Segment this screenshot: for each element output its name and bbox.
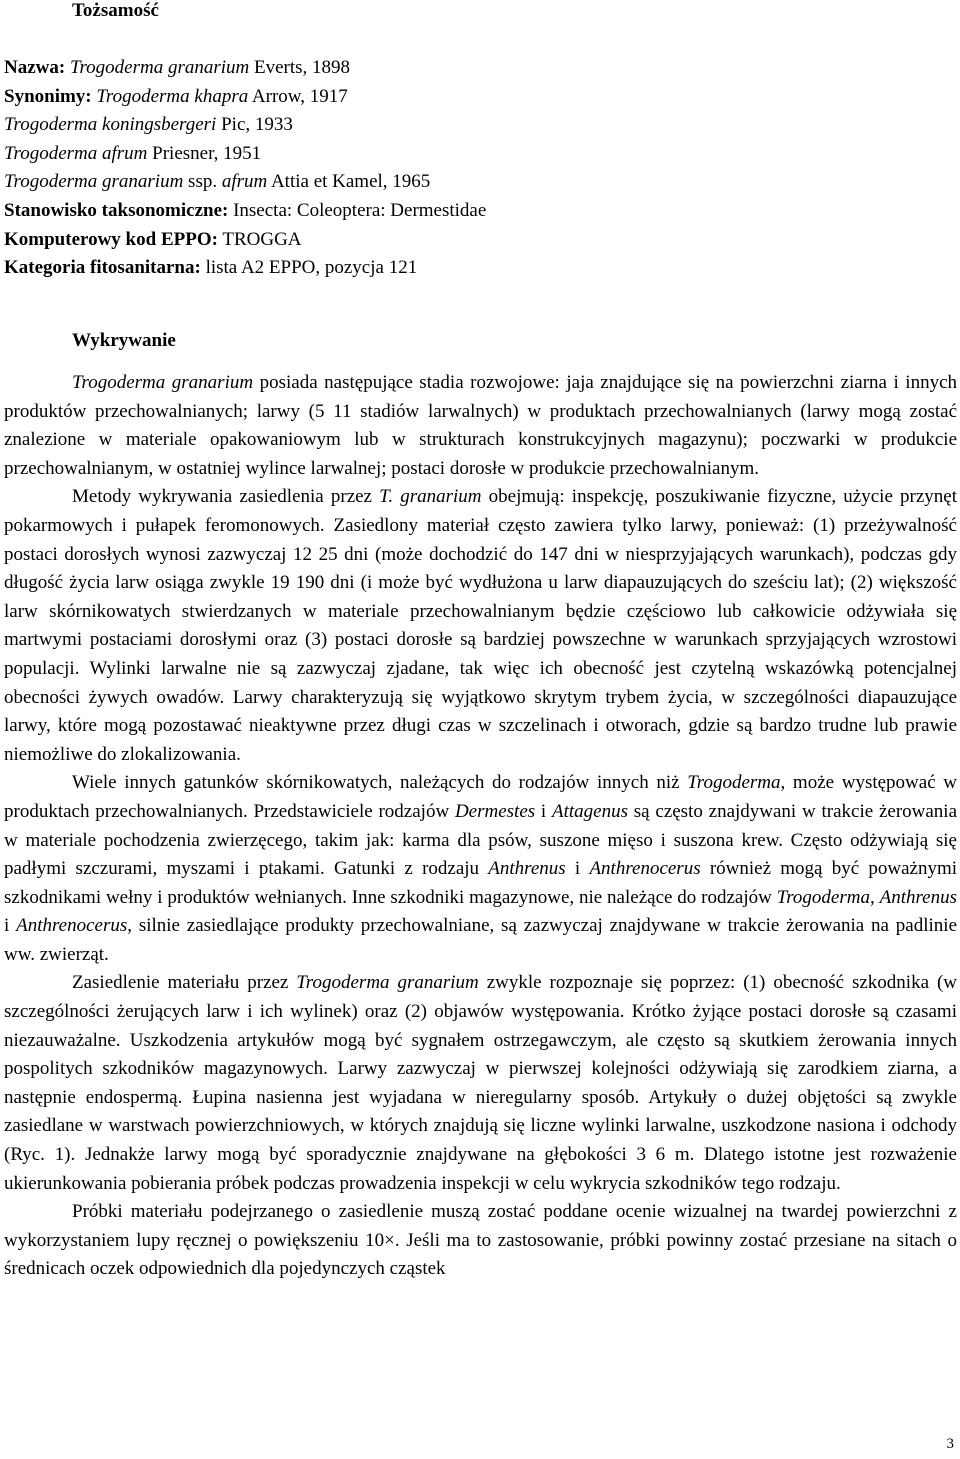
- paragraph-text: ,: [869, 886, 880, 908]
- synonym-subspecies: afrum: [221, 171, 268, 193]
- taxonomy-label: Stanowisko taksonomiczne:: [4, 199, 229, 221]
- page-number: 3: [946, 1436, 954, 1452]
- synonym-line: [4, 140, 486, 169]
- paragraph: [4, 969, 957, 1198]
- paragraph-text: są często znajdywani w trakcie żerowania w materiale pochodzenia zwierzęcego, takim jak: karma dla psów, suszone mięso i suszona krew. Często odżywiają się padłymi szczurami, myszami i ptakami. Gatunki z rodzaju: [4, 800, 958, 880]
- name-species: Trogoderma granarium: [69, 57, 250, 78]
- synonym-name: Trogoderma koningsbergeri: [4, 114, 217, 136]
- detection-body: [4, 369, 957, 1284]
- paragraph-text: obejmują: inspekcję, poszukiwanie fizyczne, użycie przynęt pokarmowych i pułapek feromonowych. Zasiedlony materiał często zawiera tylko larwy, ponieważ: (1) przeżywalność postaci dorosłych wynosi zazwyczaj 12 25 dni (może dochodzić do 147 dni w niesprzyjających warunkach), podczas gdy długość życia larw osiąga zwykle 19 190 dni (i może być wydłużona u larw diapauzujących do sześciu lat); (2) większość larw skórnikowatych stwierdzanych w materiale przechowalnianym będzie częściowo lub całkowicie odżywiała się martwymi postaciami dorosłymi oraz (3) postaci dorosłe są bardziej powszechne w warunkach sprzyjających wzrostowi populacji. Wylinki larwalne nie są zazwyczaj zjadane, tak więc ich obecność jest czytelną wskazówką potencjalnej obecności żywych owadów. Larwy charakteryzują się wyjątkowo skrytym trybem życia, w szczególności diapauzujące larwy, które mogą pozostawać nieaktywne przez długi czas w szczelinach i otworach, gdzie są bardzo trudne lub prawie niemożliwe do zlokalizowania.: [4, 486, 958, 765]
- synonym-name: Trogoderma afrum: [4, 142, 148, 164]
- synonym-line: [4, 111, 486, 140]
- italic-term: Trogoderma: [776, 886, 870, 908]
- eppo-code-label: Komputerowy kod EPPO:: [4, 228, 218, 250]
- synonym-author: Priesner, 1951: [147, 142, 262, 164]
- synonym-name: Trogoderma khapra: [96, 85, 249, 107]
- paragraph-text: i: [535, 800, 552, 822]
- paragraph-text: również mogą być poważnymi szkodnikami wełny i produktów wełnianych. Inne szkodniki magazynowe, nie należące do rodzajów: [4, 858, 957, 908]
- eppo-code-line: [4, 226, 486, 255]
- italic-term: Anthrenus: [879, 886, 958, 908]
- italic-term: Anthrenocerus: [589, 858, 701, 880]
- synonyms-label: Synonimy:: [4, 85, 92, 107]
- paragraph-text: Zasiedlenie materiału przez: [72, 972, 297, 994]
- italic-term: Attagenus: [552, 800, 628, 822]
- paragraph: [4, 769, 957, 969]
- paragraph-text: Wiele innych gatunków skórnikowatych, należących do rodzajów innych niż: [72, 772, 688, 794]
- name-line: [4, 54, 486, 83]
- paragraph: [4, 369, 957, 483]
- synonym-author: Pic, 1933: [216, 114, 293, 136]
- paragraph-text: Metody wykrywania zasiedlenia przez: [72, 486, 380, 508]
- italic-term: Trogoderma granarium: [296, 972, 479, 994]
- synonym-rank: ssp.: [183, 171, 222, 193]
- synonym-name: Trogoderma granarium: [4, 171, 184, 193]
- paragraph-text: , silnie zasiedlające produkty przechowalniane, są zazwyczaj znajdywane w trakcie żerowania na padlinie ww. zwierząt.: [4, 915, 957, 965]
- paragraph-text: zwykle rozpoznaje się poprzez: (1) obecność szkodnika (w szczególności żerujących larw i ich wylinek) oraz (2) objawów występowania. Krótko żyjące postaci dorosłe są czasami niezauważalne. Uszkodzenia artykułów mogą być sygnałem ostrzegawczym, ale często są skutkiem żerowania innych pospolitych szkodników magazynowych. Larwy zazwyczaj w pierwszej kolejności odżywiają się zarodkiem ziarna, a następnie endospermą. Łupina nasienna jest wyjadana w nieregularny sposób. Artykuły o dużej objętości są zwykle zasiedlane w warstwach powierzchniowych, w których znajdują się liczne wylinki larwalne, uszkodzone nasiona i odchody (Ryc. 1). Jednakże larwy mogą być sporadycznie znajdywane na głębokości 3 6 m. Dlatego istotne jest rozważenie ukierunkowania pobierania próbek podczas prowadzenia inspekcji w celu wykrycia szkodników tego rodzaju.: [4, 972, 958, 1194]
- category-label: Kategoria fitosanitarna:: [4, 257, 201, 279]
- synonym-line: [4, 83, 486, 112]
- italic-term: Dermestes: [454, 800, 536, 822]
- eppo-code-value: TROGGA: [217, 228, 302, 250]
- category-line: [4, 254, 486, 283]
- synonym-author: Attia et Kamel, 1965: [267, 171, 431, 193]
- paragraph-text: , może występować w produktach przechowalnianych. Przedstawiciele rodzajów: [4, 772, 958, 822]
- paragraph-text: posiada następujące stadia rozwojowe: jaja znajdujące się na powierzchni ziarna i innych produktów przechowalnianych; larwy (5 11 stadiów larwalnych) w produktach przechowalnianych (larwy mogą zostać znalezione w materiale opakowaniowym lub w strukturach konstrukcyjnych magazynu); poczwarki w produkcie przechowalnianym, w ostatniej wylince larwalnej; postaci dorosłe w produkcie przechowalnianym.: [4, 372, 958, 479]
- identity-block: [4, 54, 486, 283]
- paragraph-text: i: [565, 858, 590, 880]
- paragraph: [4, 1198, 957, 1284]
- italic-term: Trogoderma granarium: [72, 372, 254, 393]
- italic-term: Anthrenocerus: [16, 915, 128, 937]
- italic-term: Trogoderma: [687, 772, 781, 794]
- synonym-line: [4, 168, 486, 197]
- synonym-author: Arrow, 1917: [248, 85, 348, 107]
- paragraph: [4, 483, 957, 769]
- name-label: Nazwa:: [4, 57, 66, 78]
- taxonomy-line: [4, 197, 486, 226]
- name-author: Everts, 1898: [249, 57, 351, 78]
- italic-term: Anthrenus: [488, 858, 566, 880]
- section-heading-identity: Tożsamość: [72, 0, 159, 21]
- paragraph-text: Próbki materiału podejrzanego o zasiedlenie muszą zostać poddane ocenie wizualnej na twardej powierzchni z wykorzystaniem lupy ręcznej o powiększeniu 10×. Jeśli ma to zastosowanie, próbki powinny zostać przesiane na sitach o średnicach oczek odpowiednich dla pojedynczych cząstek: [4, 1201, 957, 1280]
- italic-term: T. granarium: [379, 486, 482, 508]
- taxonomy-value: Insecta: Coleoptera: Dermestidae: [228, 199, 487, 221]
- category-value: lista A2 EPPO, pozycja 121: [200, 257, 418, 279]
- paragraph-text: i: [4, 915, 17, 937]
- section-heading-detection: Wykrywanie: [72, 330, 176, 351]
